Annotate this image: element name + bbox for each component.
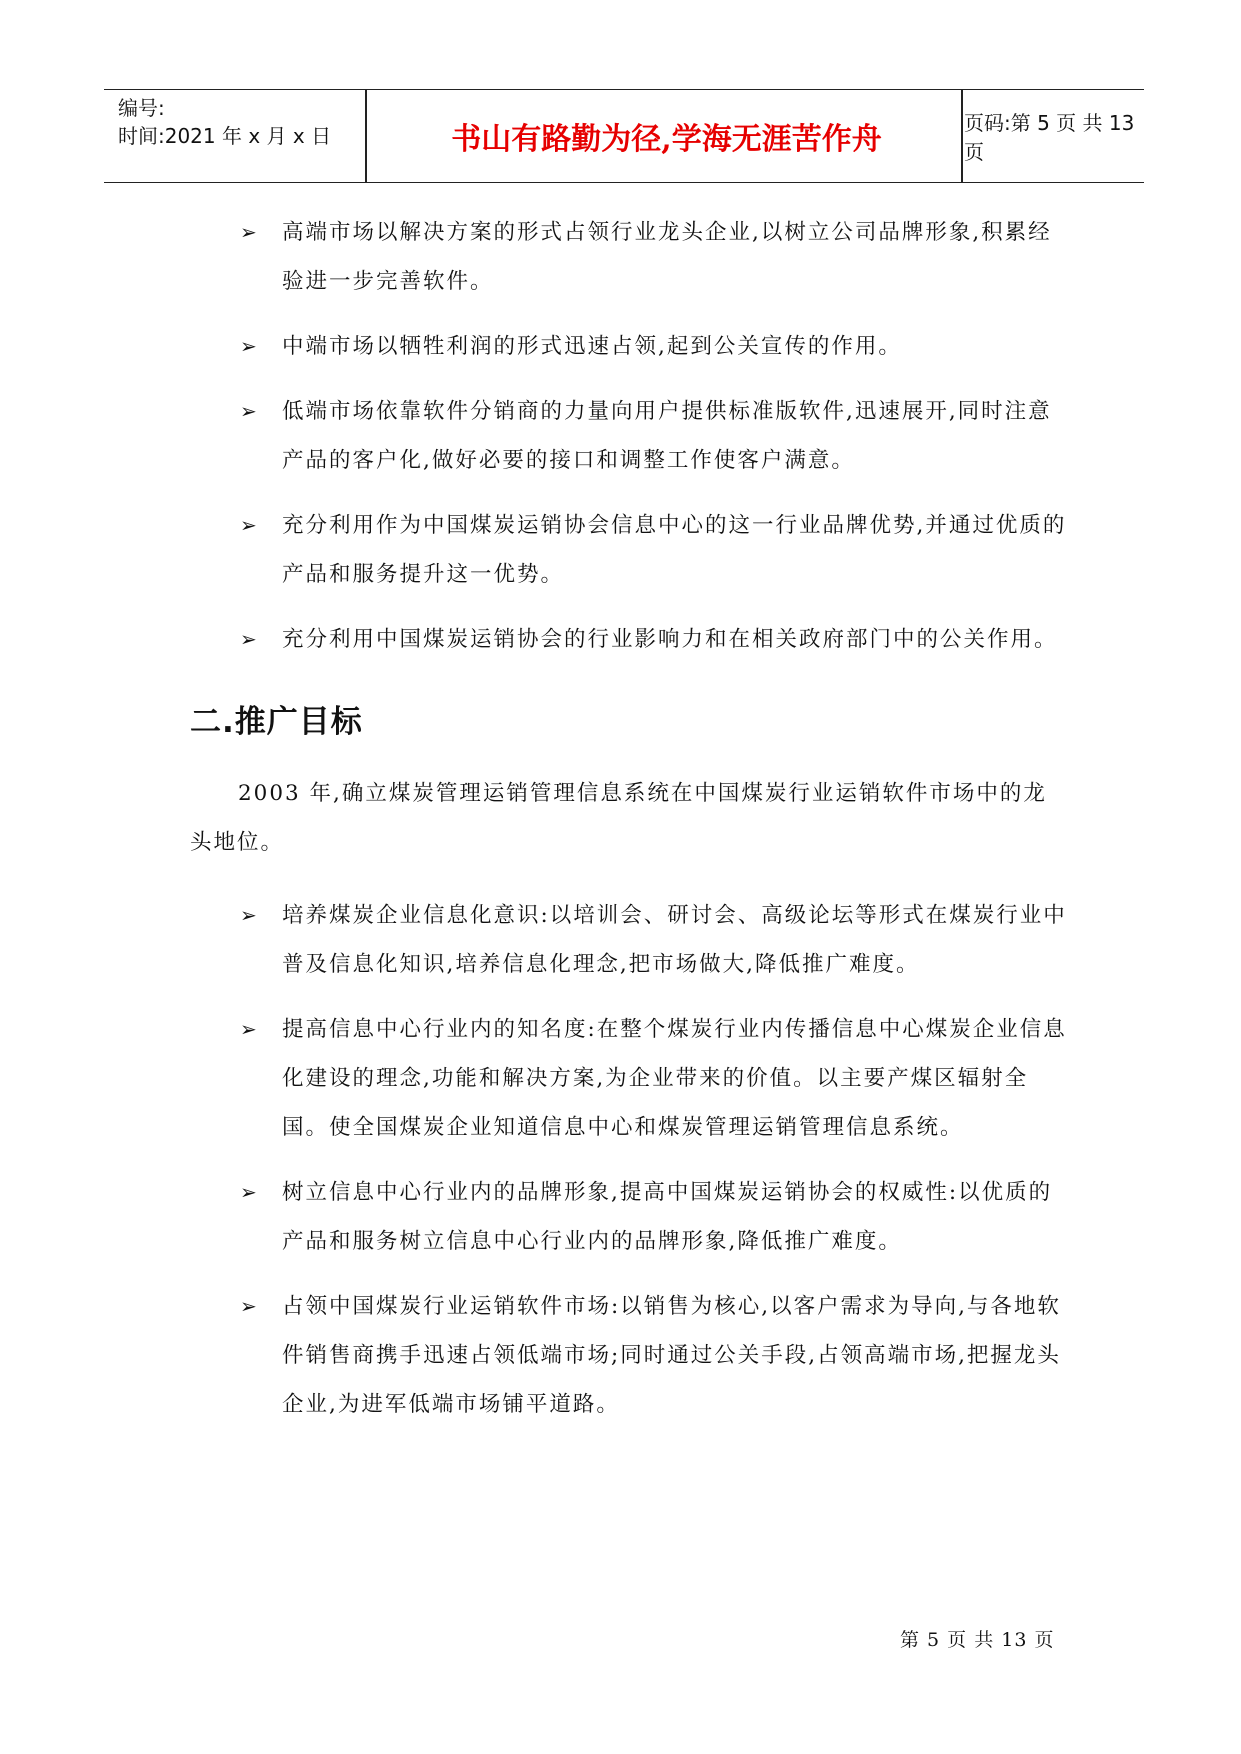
- header-divider-right: [961, 90, 963, 182]
- list-item: [190, 1168, 1070, 1266]
- list-item: [190, 1005, 1070, 1152]
- arrow-bullet-icon: ➢: [240, 903, 257, 927]
- list-item-text: 提高信息中心行业内的知名度:在整个煤炭行业内传播信息中心煤炭企业信息化建设的理念,功能和解决方案,为企业带来的价值。以主要产煤区辐射全国。使全国煤炭企业知道信息中心和煤炭管理运销管理信息系统。: [282, 1017, 1067, 1140]
- list-item: [190, 615, 1070, 664]
- header-page-label: 页码:第 5 页 共 13 页: [964, 111, 1135, 164]
- document-body: [190, 208, 1070, 1445]
- list-item: [190, 322, 1070, 371]
- header-info: [118, 94, 368, 150]
- arrow-bullet-icon: ➢: [240, 513, 257, 537]
- list-item-text: 充分利用作为中国煤炭运销协会信息中心的这一行业品牌优势,并通过优质的产品和服务提升这一优势。: [282, 513, 1067, 587]
- list-item: [190, 208, 1070, 306]
- intro-paragraph: 2003 年,确立煤炭管理运销管理信息系统在中国煤炭行业运销软件市场中的龙头地位。: [190, 781, 1047, 855]
- arrow-bullet-icon: ➢: [240, 334, 257, 358]
- page-footer: 第 5 页 共 13 页: [900, 1629, 1055, 1651]
- section-heading: 二.推广目标: [190, 704, 363, 740]
- arrow-bullet-icon: ➢: [240, 1294, 257, 1318]
- list-item-text: 低端市场依靠软件分销商的力量向用户提供标准版软件,迅速展开,同时注意产品的客户化,做好必要的接口和调整工作使客户满意。: [282, 399, 1052, 473]
- arrow-bullet-icon: ➢: [240, 627, 257, 651]
- list-item: [190, 1282, 1070, 1429]
- list-item-text: 树立信息中心行业内的品牌形象,提高中国煤炭运销协会的权威性:以优质的产品和服务树立信息中心行业内的品牌形象,降低推广难度。: [282, 1180, 1053, 1254]
- page-header: [104, 89, 1144, 183]
- arrow-bullet-icon: ➢: [240, 1017, 257, 1041]
- time-label: 时间:2021 年 x 月 x 日: [118, 124, 332, 148]
- list-item-text: 充分利用中国煤炭运销协会的行业影响力和在相关政府部门中的公关作用。: [282, 627, 1058, 652]
- header-motto: 书山有路勤为径,学海无涯苦作舟: [451, 122, 882, 157]
- header-divider-left: [365, 90, 367, 182]
- list-item-text: 培养煤炭企业信息化意识:以培训会、研讨会、高级论坛等形式在煤炭行业中普及信息化知识,培养信息化理念,把市场做大,降低推广难度。: [282, 903, 1067, 977]
- arrow-bullet-icon: ➢: [240, 399, 257, 423]
- list-item-text: 占领中国煤炭行业运销软件市场:以销售为核心,以客户需求为导向,与各地软件销售商携手迅速占领低端市场;同时通过公关手段,占领高端市场,把握龙头企业,为进军低端市场铺平道路。: [282, 1294, 1061, 1417]
- list-item: [190, 891, 1070, 989]
- number-label: 编号:: [118, 96, 165, 120]
- list-item-text: 高端市场以解决方案的形式占领行业龙头企业,以树立公司品牌形象,积累经验进一步完善软件。: [282, 220, 1052, 294]
- list-item-text: 中端市场以牺牲利润的形式迅速占领,起到公关宣传的作用。: [282, 334, 902, 359]
- arrow-bullet-icon: ➢: [240, 1180, 257, 1204]
- list-item: [190, 501, 1070, 599]
- arrow-bullet-icon: ➢: [240, 220, 257, 244]
- list-item: [190, 387, 1070, 485]
